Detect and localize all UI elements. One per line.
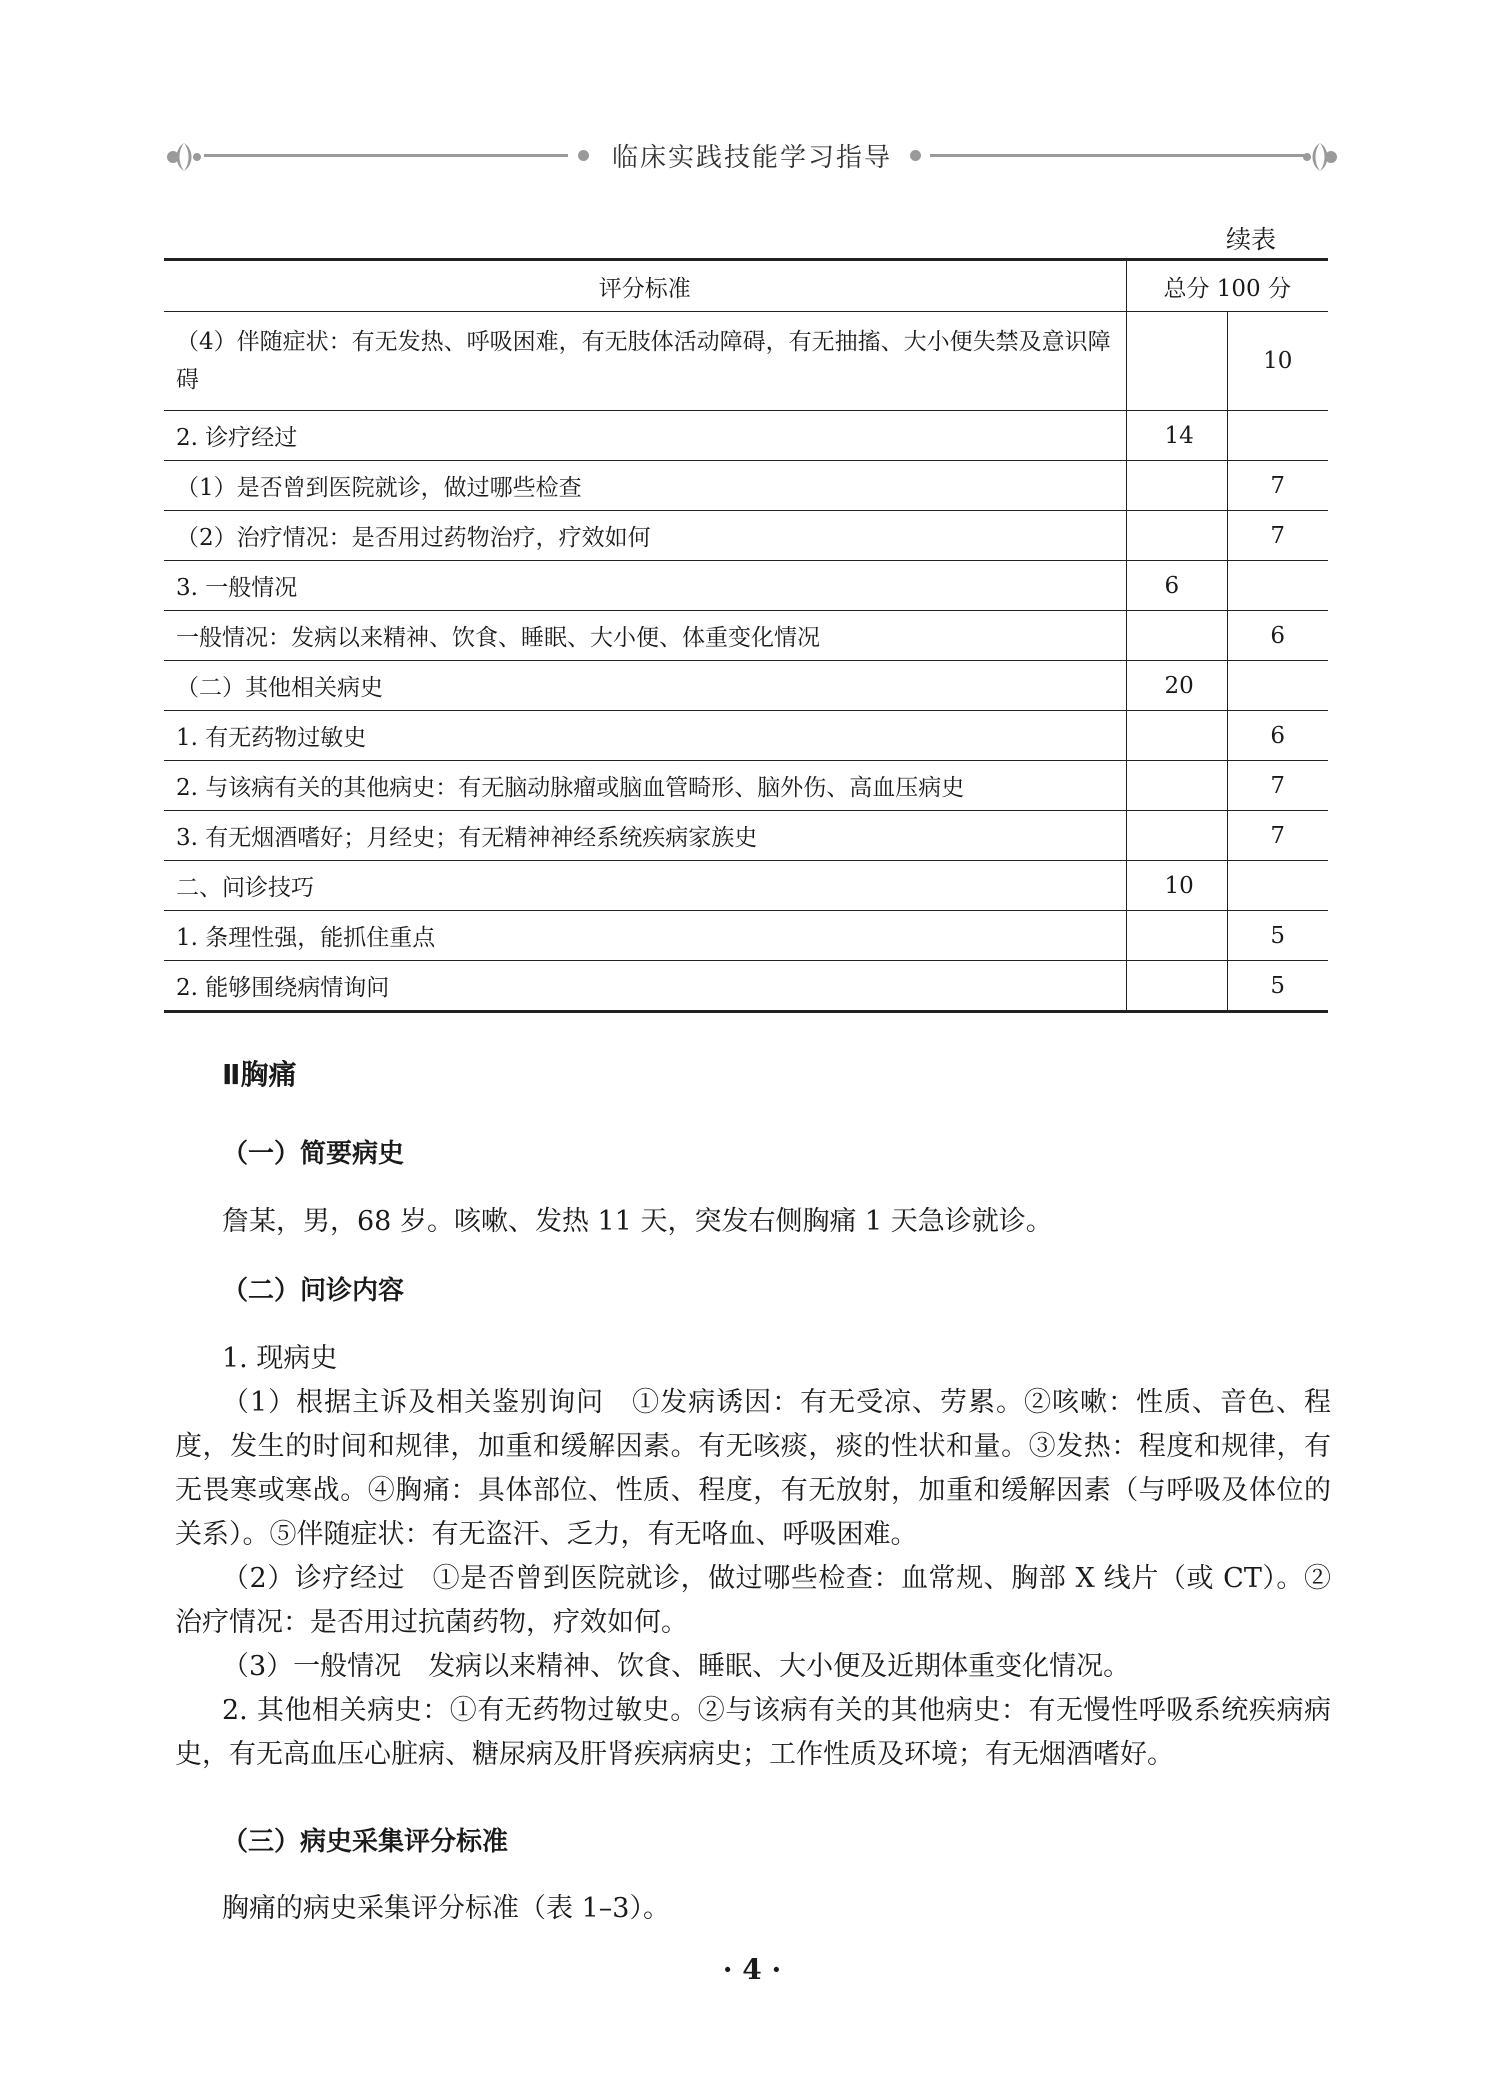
table-row bbox=[164, 611, 1328, 661]
item-score-cell bbox=[1227, 861, 1328, 911]
present-illness-label: 1. 现病史 bbox=[222, 1343, 338, 1374]
inquiry-paragraph-1: （1）根据主诉及相关鉴别询问 ①发病诱因：有无受凉、劳累。②咳嗽：性质、音色、程度，发生的时间和规律，加重和缓解因素。有无咳痰，痰的性状和量。③发热：程度和规律，有无畏寒或寒战。④胸痛：具体部位、性质、程度，有无放射，加重和缓解因素（与呼吸及体位的关系）。⑤伴随症状：有无盗汗、乏力，有无咯血、呼吸困难。 bbox=[175, 1387, 1331, 1550]
criteria-cell: 3. 一般情况 bbox=[164, 561, 1126, 611]
table-row bbox=[164, 711, 1328, 761]
table-row bbox=[164, 761, 1328, 811]
inquiry-paragraph-2: （2）诊疗经过 ①是否曾到医院就诊，做过哪些检查：血常规、胸部 X 线片（或 CT）。②治疗情况：是否用过抗菌药物，疗效如何。 bbox=[175, 1563, 1331, 1638]
table-row bbox=[164, 911, 1328, 961]
table-row bbox=[164, 811, 1328, 861]
section-score-cell bbox=[1126, 511, 1227, 561]
section-score-cell bbox=[1126, 761, 1227, 811]
item-score-cell: 10 bbox=[1227, 312, 1328, 411]
section-score-cell bbox=[1126, 911, 1227, 961]
table-row bbox=[164, 312, 1328, 411]
table-body bbox=[164, 312, 1328, 1012]
item-score-cell bbox=[1227, 411, 1328, 461]
table-row bbox=[164, 861, 1328, 911]
header-total-score: 总分 100 分 bbox=[1126, 260, 1328, 312]
scoring-table bbox=[164, 258, 1328, 1013]
table-row bbox=[164, 411, 1328, 461]
table-row bbox=[164, 961, 1328, 1012]
section-score-cell bbox=[1126, 961, 1227, 1012]
section-title: Ⅱ胸痛 bbox=[222, 1058, 297, 1091]
criteria-cell: 1. 条理性强，能抓住重点 bbox=[164, 911, 1126, 961]
brief-history-text: 詹某，男，68 岁。咳嗽、发热 11 天，突发右侧胸痛 1 天急诊就诊。 bbox=[222, 1206, 1053, 1237]
section-score-cell: 10 bbox=[1126, 861, 1227, 911]
item-score-cell: 6 bbox=[1227, 611, 1328, 661]
item-score-cell: 7 bbox=[1227, 461, 1328, 511]
subsection-heading-2: （二）问诊内容 bbox=[222, 1276, 405, 1306]
section-score-cell: 20 bbox=[1126, 661, 1227, 711]
scoring-reference-text: 胸痛的病史采集评分标准（表 1–3）。 bbox=[222, 1893, 670, 1924]
right-ornament-icon bbox=[1300, 139, 1340, 175]
inquiry-paragraph-4: 2. 其他相关病史：①有无药物过敏史。②与该病有关的其他病史：有无慢性呼吸系统疾病病史，有无高血压心脏病、糖尿病及肝肾疾病病史；工作性质及环境；有无烟酒嗜好。 bbox=[175, 1695, 1331, 1770]
item-score-cell: 7 bbox=[1227, 811, 1328, 861]
criteria-cell: 1. 有无药物过敏史 bbox=[164, 711, 1126, 761]
criteria-cell: 2. 诊疗经过 bbox=[164, 411, 1126, 461]
section-score-cell bbox=[1126, 312, 1227, 411]
header-rule-right bbox=[930, 154, 1304, 157]
item-score-cell: 7 bbox=[1227, 511, 1328, 561]
item-score-cell: 5 bbox=[1227, 961, 1328, 1012]
section-score-cell bbox=[1126, 611, 1227, 661]
continuation-label: 续表 bbox=[1226, 225, 1277, 254]
section-score-cell bbox=[1126, 811, 1227, 861]
criteria-cell: 二、问诊技巧 bbox=[164, 861, 1126, 911]
criteria-cell: 2. 能够围绕病情询问 bbox=[164, 961, 1126, 1012]
item-score-cell: 5 bbox=[1227, 911, 1328, 961]
table-row bbox=[164, 511, 1328, 561]
running-header-title: 临床实践技能学习指导 bbox=[611, 143, 892, 173]
section-score-cell bbox=[1126, 711, 1227, 761]
inquiry-paragraph-3: （3）一般情况 发病以来精神、饮食、睡眠、大小便及近期体重变化情况。 bbox=[222, 1651, 1131, 1682]
criteria-cell: （二）其他相关病史 bbox=[164, 661, 1126, 711]
subsection-heading-1: （一）简要病史 bbox=[222, 1139, 405, 1169]
item-score-cell: 7 bbox=[1227, 761, 1328, 811]
table-row bbox=[164, 461, 1328, 511]
criteria-cell: 2. 与该病有关的其他病史：有无脑动脉瘤或脑血管畸形、脑外伤、高血压病史 bbox=[164, 761, 1126, 811]
criteria-cell: 一般情况：发病以来精神、饮食、睡眠、大小便、体重变化情况 bbox=[164, 611, 1126, 661]
inquiry-content-block bbox=[175, 1381, 1331, 1777]
criteria-cell: 3. 有无烟酒嗜好；月经史；有无精神神经系统疾病家族史 bbox=[164, 811, 1126, 861]
item-score-cell: 6 bbox=[1227, 711, 1328, 761]
table-header-row bbox=[164, 260, 1328, 312]
criteria-cell: （1）是否曾到医院就诊，做过哪些检查 bbox=[164, 461, 1126, 511]
header-dot-right bbox=[910, 150, 921, 161]
criteria-cell: （2）治疗情况：是否用过药物治疗，疗效如何 bbox=[164, 511, 1126, 561]
subsection-heading-3: （三）病史采集评分标准 bbox=[222, 1827, 509, 1857]
item-score-cell bbox=[1227, 661, 1328, 711]
table-row bbox=[164, 561, 1328, 611]
table-row bbox=[164, 661, 1328, 711]
section-score-cell bbox=[1126, 461, 1227, 511]
criteria-cell: （4）伴随症状：有无发热、呼吸困难，有无肢体活动障碍，有无抽搐、大小便失禁及意识障碍 bbox=[164, 312, 1126, 411]
header-criteria: 评分标准 bbox=[164, 260, 1126, 312]
section-score-cell: 6 bbox=[1126, 561, 1227, 611]
section-score-cell: 14 bbox=[1126, 411, 1227, 461]
item-score-cell bbox=[1227, 561, 1328, 611]
page-number: · 4 · bbox=[722, 1953, 782, 1986]
